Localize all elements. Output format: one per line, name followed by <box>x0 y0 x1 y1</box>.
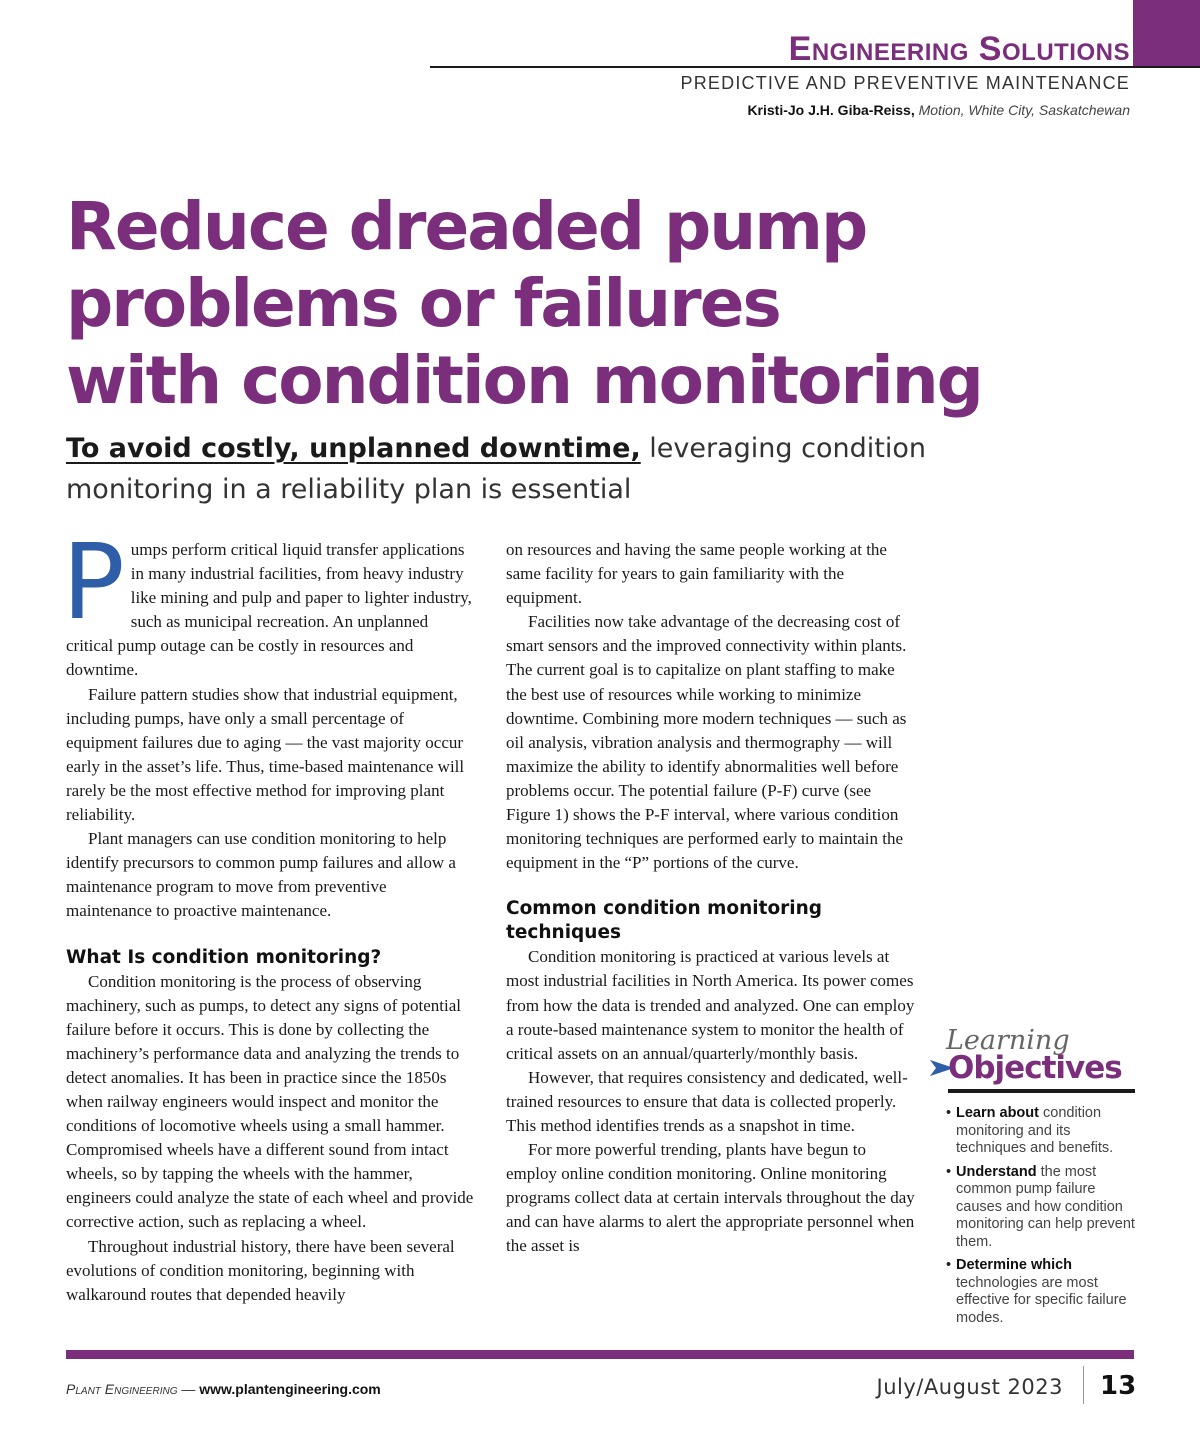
objectives-list <box>930 1105 1135 1327</box>
objective-lead: Understand <box>956 1163 1037 1180</box>
objective-text: technologies are most effective for specific failure modes. <box>956 1274 1127 1326</box>
footer-dash: — <box>177 1381 200 1397</box>
paragraph: For more powerful trending, plants have begun to employ online condition monitoring. Online monitoring programs collect data at certain intervals throughout the day and can have alarms to alert the appropriate personnel when the asset is <box>506 1140 915 1256</box>
paragraph: Condition monitoring is practiced at various levels at most industrial facilities in North America. Its power comes from how the data is trended and analyzed. One can employ a route-based maintenance system to monitor the health of critical assets on an annual/quarterly/monthly basis. <box>506 947 915 1063</box>
section-subtitle: PREDICTIVE AND PREVENTIVE MAINTENANCE <box>680 73 1130 93</box>
publication-url: www.plantengineering.com <box>199 1381 381 1397</box>
paragraph: Facilities now take advantage of the decreasing cost of smart sensors and the improved connectivity within plants. The current goal is to capitalize on plant staffing to make the best use of resources while working to minimize downtime. Combining more modern techniques — such as oil analysis, vibration analysis and thermography — will maximize the ability to identify abnormalities well before problems occur. The potential failure (P-F) curve (see Figure 1) shows the P-F interval, where various condition monitoring techniques are performed early to maintain the equipment in the “P” portions of the curve. <box>506 612 907 873</box>
section-title: Engineering Solutions <box>788 30 1130 68</box>
deck-rest: leveraging condition monitoring in a reliability plan is essential <box>66 433 926 505</box>
page-number: 13 <box>1100 1371 1137 1401</box>
list-item <box>946 1105 1135 1158</box>
learning-label: Learning <box>946 1025 1070 1056</box>
publication-name: Plant Engineering <box>66 1381 178 1397</box>
footer-publication <box>66 1381 381 1397</box>
paragraph: Condition monitoring is the process of observing machinery, such as pumps, to detect any signs of potential failure before it occurs. This is done by collecting the machinery’s performance data and analyzing the trends to detect anomalies. It has been in practice since the 1850s when railway engineers would inspect and monitor the conditions of locomotive wheels using a small hammer. Compromised wheels have a different sound from intact wheels, so by tapping the wheels with the hammer, engineers could analyze the state of each wheel and provide corrective action, such as replacing a wheel. <box>66 971 474 1232</box>
objectives-title: Objectives <box>948 1050 1122 1086</box>
section-heading: Common condition monitoring techniques <box>506 898 823 944</box>
footer-separator <box>1083 1366 1084 1404</box>
author-name: Kristi-Jo J.H. Giba-Reiss, <box>747 102 915 118</box>
list-item <box>946 1257 1135 1327</box>
article-column-right <box>506 538 916 1259</box>
issue-date: July/August 2023 <box>876 1375 1063 1399</box>
paragraph-text: umps perform critical liquid transfer applications in many industrial facilities, from heavy industry like mining and pulp and paper to lighter industry, such as municipal recreation. An unplanned critical pump outage can be costly in resources and downtime. <box>66 540 472 680</box>
objectives-title-row <box>930 1050 1135 1086</box>
spacer <box>506 875 916 897</box>
paragraph: However, that requires consistency and dedicated, well-trained resources to ensure that data is collected properly. This method identifies trends as a snapshot in time. <box>506 1067 908 1135</box>
headline-line-1: Reduce dreaded pump <box>66 188 867 265</box>
paragraph: Throughout industrial history, there have been several evolutions of condition monitoring, beginning with walkaround routes that depended heavily <box>66 1236 455 1304</box>
paragraph: Failure pattern studies show that industrial equipment, including pumps, have only a small percentage of equipment failures due to aging — the vast majority occur early in the asset’s life. Thus, time-based maintenance will rarely be the most effective method for improving plant reliability. <box>66 684 465 825</box>
headline-line-3: with condition monitoring <box>66 342 982 419</box>
article-headline <box>66 188 1066 419</box>
corner-color-block <box>1133 0 1200 68</box>
objectives-rule <box>948 1089 1135 1093</box>
objective-lead: Determine which <box>956 1257 1073 1273</box>
byline <box>747 102 1130 118</box>
learning-objectives-box <box>930 1026 1135 1333</box>
paragraph: on resources and having the same people working at the same facility for years to gain familiarity with the equipment. <box>506 540 887 608</box>
paragraph: Plant managers can use condition monitoring to help identify precursors to common pump failures and allow a maintenance program to move from preventive maintenance to proactive maintenance. <box>66 829 456 921</box>
article-column-left <box>62 521 476 1307</box>
objective-text: condition monitoring and its techniques and benefits. <box>956 1105 1114 1156</box>
section-heading: What Is condition monitoring? <box>66 946 382 968</box>
footer-rule <box>66 1350 1134 1359</box>
paragraph <box>62 521 476 683</box>
list-item <box>946 1164 1135 1252</box>
headline-line-2: problems or failures <box>66 265 780 342</box>
spacer <box>66 924 476 946</box>
deck-lead: To avoid costly, unplanned downtime, <box>66 433 641 464</box>
author-affiliation: Motion, White City, Saskatchewan <box>918 102 1130 118</box>
objective-lead: Learn about <box>956 1105 1039 1121</box>
objective-text: the most common pump failure causes and how condition monitoring can help prevent them. <box>956 1163 1135 1250</box>
article-deck <box>66 428 926 510</box>
drop-cap: P <box>62 521 125 643</box>
